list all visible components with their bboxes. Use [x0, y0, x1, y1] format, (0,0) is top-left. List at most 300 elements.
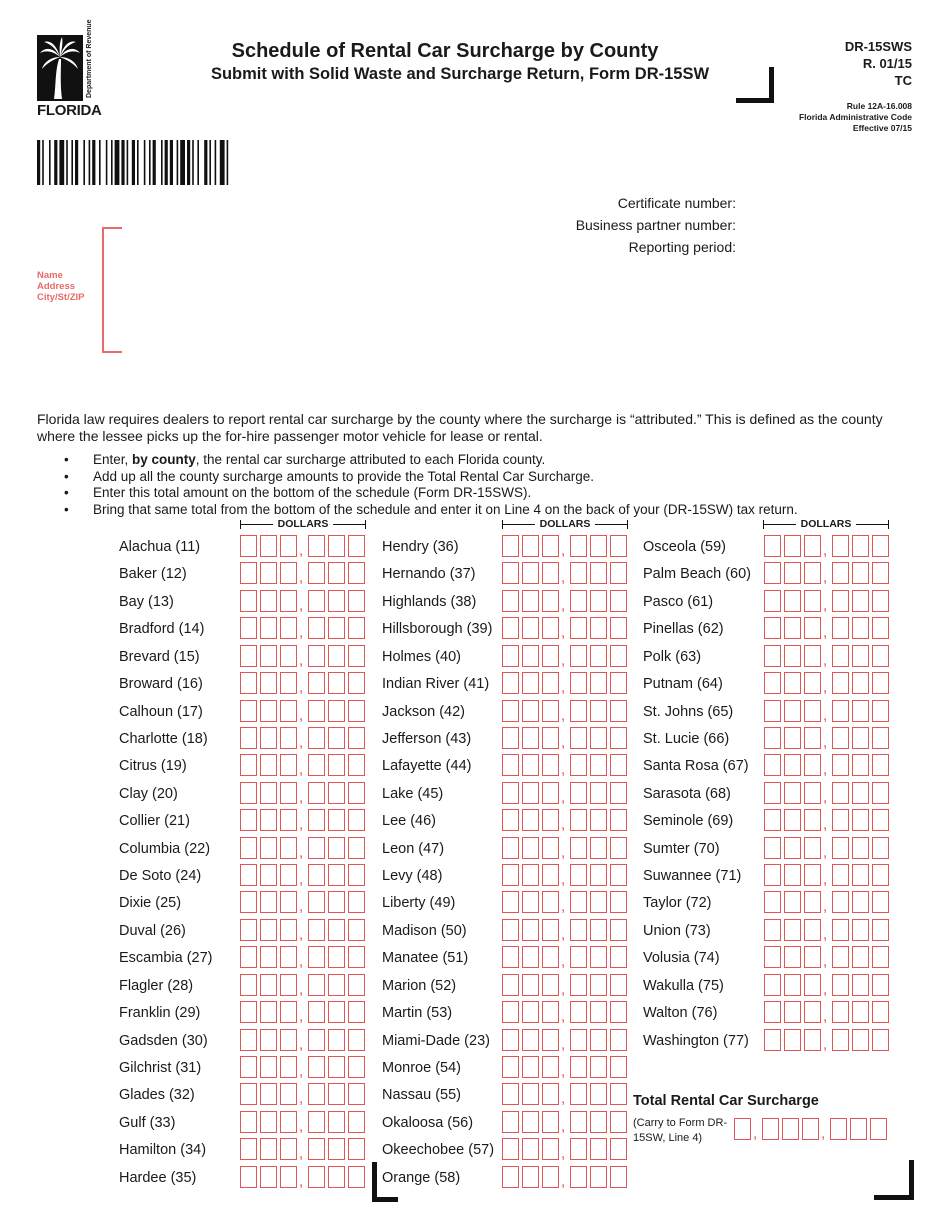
digit-box[interactable]: [328, 919, 345, 941]
digit-box[interactable]: [280, 782, 297, 804]
digit-box[interactable]: [804, 946, 821, 968]
digit-box[interactable]: [348, 946, 365, 968]
digit-box[interactable]: [308, 645, 325, 667]
digit-box[interactable]: [542, 809, 559, 831]
digit-box[interactable]: [764, 974, 781, 996]
digit-box[interactable]: [502, 672, 519, 694]
digit-box[interactable]: [852, 590, 869, 612]
digit-box[interactable]: [610, 974, 627, 996]
digit-box[interactable]: [804, 590, 821, 612]
digit-box[interactable]: [764, 727, 781, 749]
digit-box[interactable]: [260, 864, 277, 886]
digit-box[interactable]: [328, 1166, 345, 1188]
digit-box[interactable]: [522, 1111, 539, 1133]
digit-box[interactable]: [610, 590, 627, 612]
digit-box[interactable]: [260, 672, 277, 694]
digit-box[interactable]: [522, 946, 539, 968]
digit-box[interactable]: [328, 672, 345, 694]
digit-box[interactable]: [782, 1118, 799, 1140]
digit-box[interactable]: [570, 1001, 587, 1023]
digit-box[interactable]: [570, 1111, 587, 1133]
digit-box[interactable]: [784, 891, 801, 913]
digit-box[interactable]: [590, 590, 607, 612]
digit-box[interactable]: [348, 974, 365, 996]
digit-box[interactable]: [590, 1083, 607, 1105]
digit-box[interactable]: [872, 590, 889, 612]
digit-box[interactable]: [542, 672, 559, 694]
digit-box[interactable]: [610, 645, 627, 667]
digit-box[interactable]: [240, 919, 257, 941]
digit-box[interactable]: [804, 1029, 821, 1051]
digit-box[interactable]: [328, 864, 345, 886]
digit-box[interactable]: [280, 891, 297, 913]
digit-box[interactable]: [832, 891, 849, 913]
digit-box[interactable]: [542, 782, 559, 804]
digit-box[interactable]: [240, 1166, 257, 1188]
digit-box[interactable]: [872, 562, 889, 584]
digit-box[interactable]: [764, 782, 781, 804]
digit-box[interactable]: [328, 754, 345, 776]
digit-box[interactable]: [590, 700, 607, 722]
digit-box[interactable]: [522, 672, 539, 694]
digit-box[interactable]: [502, 562, 519, 584]
digit-box[interactable]: [832, 809, 849, 831]
digit-box[interactable]: [832, 535, 849, 557]
digit-box[interactable]: [348, 1166, 365, 1188]
digit-box[interactable]: [348, 809, 365, 831]
digit-box[interactable]: [280, 1138, 297, 1160]
digit-box[interactable]: [260, 1083, 277, 1105]
digit-box[interactable]: [522, 1001, 539, 1023]
digit-box[interactable]: [328, 535, 345, 557]
digit-box[interactable]: [308, 919, 325, 941]
digit-box[interactable]: [240, 727, 257, 749]
digit-box[interactable]: [260, 1138, 277, 1160]
digit-box[interactable]: [240, 700, 257, 722]
digit-box[interactable]: [872, 919, 889, 941]
digit-box[interactable]: [764, 837, 781, 859]
digit-box[interactable]: [240, 864, 257, 886]
digit-box[interactable]: [260, 754, 277, 776]
digit-box[interactable]: [872, 672, 889, 694]
digit-box[interactable]: [240, 1029, 257, 1051]
digit-box[interactable]: [240, 974, 257, 996]
digit-box[interactable]: [260, 782, 277, 804]
digit-box[interactable]: [280, 864, 297, 886]
digit-box[interactable]: [328, 1111, 345, 1133]
digit-box[interactable]: [610, 562, 627, 584]
digit-box[interactable]: [570, 782, 587, 804]
digit-box[interactable]: [784, 700, 801, 722]
digit-box[interactable]: [308, 617, 325, 639]
digit-box[interactable]: [502, 974, 519, 996]
digit-box[interactable]: [590, 864, 607, 886]
digit-box[interactable]: [850, 1118, 867, 1140]
digit-box[interactable]: [832, 919, 849, 941]
digit-box[interactable]: [240, 1083, 257, 1105]
digit-box[interactable]: [542, 562, 559, 584]
digit-box[interactable]: [542, 891, 559, 913]
digit-box[interactable]: [502, 1083, 519, 1105]
digit-box[interactable]: [804, 754, 821, 776]
digit-box[interactable]: [802, 1118, 819, 1140]
digit-box[interactable]: [522, 617, 539, 639]
digit-box[interactable]: [240, 891, 257, 913]
digit-box[interactable]: [832, 974, 849, 996]
digit-box[interactable]: [522, 782, 539, 804]
digit-box[interactable]: [804, 700, 821, 722]
digit-box[interactable]: [852, 562, 869, 584]
digit-box[interactable]: [872, 617, 889, 639]
digit-box[interactable]: [280, 919, 297, 941]
digit-box[interactable]: [240, 535, 257, 557]
digit-box[interactable]: [570, 974, 587, 996]
digit-box[interactable]: [784, 645, 801, 667]
digit-box[interactable]: [522, 1056, 539, 1078]
digit-box[interactable]: [328, 809, 345, 831]
digit-box[interactable]: [832, 590, 849, 612]
digit-box[interactable]: [240, 562, 257, 584]
digit-box[interactable]: [260, 645, 277, 667]
digit-box[interactable]: [570, 919, 587, 941]
digit-box[interactable]: [522, 645, 539, 667]
digit-box[interactable]: [522, 1083, 539, 1105]
digit-box[interactable]: [328, 946, 345, 968]
digit-box[interactable]: [308, 1166, 325, 1188]
digit-box[interactable]: [832, 672, 849, 694]
digit-box[interactable]: [308, 754, 325, 776]
digit-box[interactable]: [872, 891, 889, 913]
digit-box[interactable]: [734, 1118, 751, 1140]
digit-box[interactable]: [502, 590, 519, 612]
digit-box[interactable]: [280, 946, 297, 968]
digit-box[interactable]: [784, 837, 801, 859]
digit-box[interactable]: [542, 700, 559, 722]
digit-box[interactable]: [872, 1029, 889, 1051]
digit-box[interactable]: [764, 590, 781, 612]
digit-box[interactable]: [240, 754, 257, 776]
digit-box[interactable]: [804, 535, 821, 557]
digit-box[interactable]: [804, 919, 821, 941]
digit-box[interactable]: [502, 1029, 519, 1051]
digit-box[interactable]: [804, 645, 821, 667]
digit-box[interactable]: [240, 809, 257, 831]
digit-box[interactable]: [502, 837, 519, 859]
digit-box[interactable]: [348, 1083, 365, 1105]
digit-box[interactable]: [852, 809, 869, 831]
digit-box[interactable]: [872, 700, 889, 722]
digit-box[interactable]: [872, 1001, 889, 1023]
digit-box[interactable]: [308, 1083, 325, 1105]
digit-box[interactable]: [502, 919, 519, 941]
digit-box[interactable]: [804, 562, 821, 584]
digit-box[interactable]: [784, 562, 801, 584]
digit-box[interactable]: [542, 754, 559, 776]
digit-box[interactable]: [542, 645, 559, 667]
digit-box[interactable]: [872, 754, 889, 776]
digit-box[interactable]: [832, 946, 849, 968]
digit-box[interactable]: [852, 727, 869, 749]
digit-box[interactable]: [260, 919, 277, 941]
digit-box[interactable]: [610, 1056, 627, 1078]
digit-box[interactable]: [308, 1111, 325, 1133]
digit-box[interactable]: [260, 946, 277, 968]
digit-box[interactable]: [240, 617, 257, 639]
digit-box[interactable]: [260, 590, 277, 612]
digit-box[interactable]: [610, 919, 627, 941]
digit-box[interactable]: [570, 754, 587, 776]
digit-box[interactable]: [852, 837, 869, 859]
digit-box[interactable]: [804, 864, 821, 886]
digit-box[interactable]: [542, 1166, 559, 1188]
digit-box[interactable]: [764, 946, 781, 968]
digit-box[interactable]: [348, 754, 365, 776]
digit-box[interactable]: [542, 1083, 559, 1105]
digit-box[interactable]: [590, 1111, 607, 1133]
digit-box[interactable]: [502, 617, 519, 639]
digit-box[interactable]: [280, 809, 297, 831]
digit-box[interactable]: [502, 946, 519, 968]
digit-box[interactable]: [610, 837, 627, 859]
digit-box[interactable]: [348, 727, 365, 749]
digit-box[interactable]: [784, 617, 801, 639]
digit-box[interactable]: [784, 974, 801, 996]
digit-box[interactable]: [570, 946, 587, 968]
digit-box[interactable]: [502, 1001, 519, 1023]
digit-box[interactable]: [832, 562, 849, 584]
digit-box[interactable]: [784, 590, 801, 612]
digit-box[interactable]: [308, 1056, 325, 1078]
digit-box[interactable]: [852, 672, 869, 694]
digit-box[interactable]: [852, 535, 869, 557]
digit-box[interactable]: [240, 837, 257, 859]
digit-box[interactable]: [784, 946, 801, 968]
digit-box[interactable]: [280, 727, 297, 749]
digit-box[interactable]: [764, 672, 781, 694]
digit-box[interactable]: [764, 645, 781, 667]
digit-box[interactable]: [542, 974, 559, 996]
digit-box[interactable]: [280, 617, 297, 639]
digit-box[interactable]: [832, 1001, 849, 1023]
digit-box[interactable]: [260, 891, 277, 913]
digit-box[interactable]: [348, 1056, 365, 1078]
digit-box[interactable]: [348, 864, 365, 886]
digit-box[interactable]: [590, 782, 607, 804]
digit-box[interactable]: [240, 1056, 257, 1078]
digit-box[interactable]: [328, 727, 345, 749]
digit-box[interactable]: [308, 837, 325, 859]
digit-box[interactable]: [872, 974, 889, 996]
digit-box[interactable]: [308, 1029, 325, 1051]
digit-box[interactable]: [308, 864, 325, 886]
digit-box[interactable]: [852, 891, 869, 913]
digit-box[interactable]: [522, 919, 539, 941]
digit-box[interactable]: [872, 837, 889, 859]
digit-box[interactable]: [542, 864, 559, 886]
digit-box[interactable]: [764, 535, 781, 557]
digit-box[interactable]: [348, 1138, 365, 1160]
digit-box[interactable]: [522, 1029, 539, 1051]
digit-box[interactable]: [348, 590, 365, 612]
digit-box[interactable]: [852, 700, 869, 722]
digit-box[interactable]: [872, 946, 889, 968]
digit-box[interactable]: [280, 645, 297, 667]
digit-box[interactable]: [804, 672, 821, 694]
digit-box[interactable]: [542, 617, 559, 639]
digit-box[interactable]: [852, 617, 869, 639]
digit-box[interactable]: [832, 645, 849, 667]
digit-box[interactable]: [308, 590, 325, 612]
digit-box[interactable]: [570, 645, 587, 667]
digit-box[interactable]: [804, 891, 821, 913]
digit-box[interactable]: [308, 700, 325, 722]
digit-box[interactable]: [784, 672, 801, 694]
digit-box[interactable]: [570, 535, 587, 557]
digit-box[interactable]: [542, 590, 559, 612]
digit-box[interactable]: [764, 919, 781, 941]
digit-box[interactable]: [852, 754, 869, 776]
digit-box[interactable]: [260, 727, 277, 749]
digit-box[interactable]: [830, 1118, 847, 1140]
digit-box[interactable]: [260, 535, 277, 557]
digit-box[interactable]: [832, 782, 849, 804]
digit-box[interactable]: [872, 727, 889, 749]
digit-box[interactable]: [872, 782, 889, 804]
digit-box[interactable]: [784, 864, 801, 886]
digit-box[interactable]: [784, 1001, 801, 1023]
digit-box[interactable]: [570, 1056, 587, 1078]
digit-box[interactable]: [240, 1111, 257, 1133]
digit-box[interactable]: [570, 672, 587, 694]
digit-box[interactable]: [784, 782, 801, 804]
digit-box[interactable]: [590, 754, 607, 776]
digit-box[interactable]: [610, 864, 627, 886]
digit-box[interactable]: [308, 891, 325, 913]
digit-box[interactable]: [260, 617, 277, 639]
address-window[interactable]: [102, 227, 122, 353]
digit-box[interactable]: [308, 562, 325, 584]
digit-box[interactable]: [328, 974, 345, 996]
digit-box[interactable]: [764, 700, 781, 722]
digit-box[interactable]: [348, 617, 365, 639]
digit-box[interactable]: [240, 782, 257, 804]
digit-box[interactable]: [570, 809, 587, 831]
digit-box[interactable]: [784, 727, 801, 749]
digit-box[interactable]: [260, 809, 277, 831]
digit-box[interactable]: [348, 1029, 365, 1051]
digit-box[interactable]: [610, 1166, 627, 1188]
digit-box[interactable]: [764, 754, 781, 776]
digit-box[interactable]: [610, 809, 627, 831]
digit-box[interactable]: [764, 562, 781, 584]
digit-box[interactable]: [308, 1138, 325, 1160]
digit-box[interactable]: [260, 1029, 277, 1051]
digit-box[interactable]: [542, 1138, 559, 1160]
digit-box[interactable]: [590, 645, 607, 667]
digit-box[interactable]: [348, 837, 365, 859]
digit-box[interactable]: [280, 1083, 297, 1105]
digit-box[interactable]: [852, 1029, 869, 1051]
digit-box[interactable]: [308, 974, 325, 996]
digit-box[interactable]: [590, 562, 607, 584]
digit-box[interactable]: [570, 562, 587, 584]
digit-box[interactable]: [610, 1111, 627, 1133]
digit-box[interactable]: [280, 535, 297, 557]
digit-box[interactable]: [308, 1001, 325, 1023]
digit-box[interactable]: [852, 782, 869, 804]
digit-box[interactable]: [522, 974, 539, 996]
digit-box[interactable]: [590, 672, 607, 694]
digit-box[interactable]: [348, 645, 365, 667]
digit-box[interactable]: [610, 891, 627, 913]
digit-box[interactable]: [280, 590, 297, 612]
digit-box[interactable]: [610, 754, 627, 776]
digit-box[interactable]: [804, 782, 821, 804]
digit-box[interactable]: [542, 1001, 559, 1023]
digit-box[interactable]: [542, 1111, 559, 1133]
digit-box[interactable]: [570, 617, 587, 639]
digit-box[interactable]: [522, 700, 539, 722]
digit-box[interactable]: [348, 562, 365, 584]
digit-box[interactable]: [590, 919, 607, 941]
digit-box[interactable]: [240, 645, 257, 667]
digit-box[interactable]: [522, 1138, 539, 1160]
digit-box[interactable]: [280, 1001, 297, 1023]
digit-box[interactable]: [542, 837, 559, 859]
digit-box[interactable]: [328, 562, 345, 584]
digit-box[interactable]: [328, 1001, 345, 1023]
digit-box[interactable]: [570, 837, 587, 859]
digit-box[interactable]: [328, 782, 345, 804]
digit-box[interactable]: [308, 727, 325, 749]
digit-box[interactable]: [240, 672, 257, 694]
digit-box[interactable]: [590, 946, 607, 968]
digit-box[interactable]: [502, 535, 519, 557]
digit-box[interactable]: [610, 1001, 627, 1023]
digit-box[interactable]: [570, 1138, 587, 1160]
digit-box[interactable]: [348, 1111, 365, 1133]
digit-box[interactable]: [784, 1029, 801, 1051]
digit-box[interactable]: [240, 590, 257, 612]
digit-box[interactable]: [502, 700, 519, 722]
digit-box[interactable]: [610, 1083, 627, 1105]
digit-box[interactable]: [762, 1118, 779, 1140]
digit-box[interactable]: [280, 1166, 297, 1188]
digit-box[interactable]: [784, 809, 801, 831]
digit-box[interactable]: [502, 645, 519, 667]
digit-box[interactable]: [764, 891, 781, 913]
digit-box[interactable]: [570, 1029, 587, 1051]
digit-box[interactable]: [328, 1138, 345, 1160]
digit-box[interactable]: [502, 1138, 519, 1160]
digit-box[interactable]: [280, 1029, 297, 1051]
digit-box[interactable]: [570, 700, 587, 722]
digit-box[interactable]: [764, 809, 781, 831]
digit-box[interactable]: [260, 1056, 277, 1078]
digit-box[interactable]: [570, 864, 587, 886]
digit-box[interactable]: [260, 1111, 277, 1133]
digit-box[interactable]: [570, 590, 587, 612]
digit-box[interactable]: [280, 974, 297, 996]
digit-box[interactable]: [348, 535, 365, 557]
digit-box[interactable]: [280, 754, 297, 776]
digit-box[interactable]: [832, 727, 849, 749]
digit-box[interactable]: [502, 1111, 519, 1133]
digit-box[interactable]: [590, 1056, 607, 1078]
digit-box[interactable]: [542, 1056, 559, 1078]
digit-box[interactable]: [522, 562, 539, 584]
digit-box[interactable]: [590, 837, 607, 859]
